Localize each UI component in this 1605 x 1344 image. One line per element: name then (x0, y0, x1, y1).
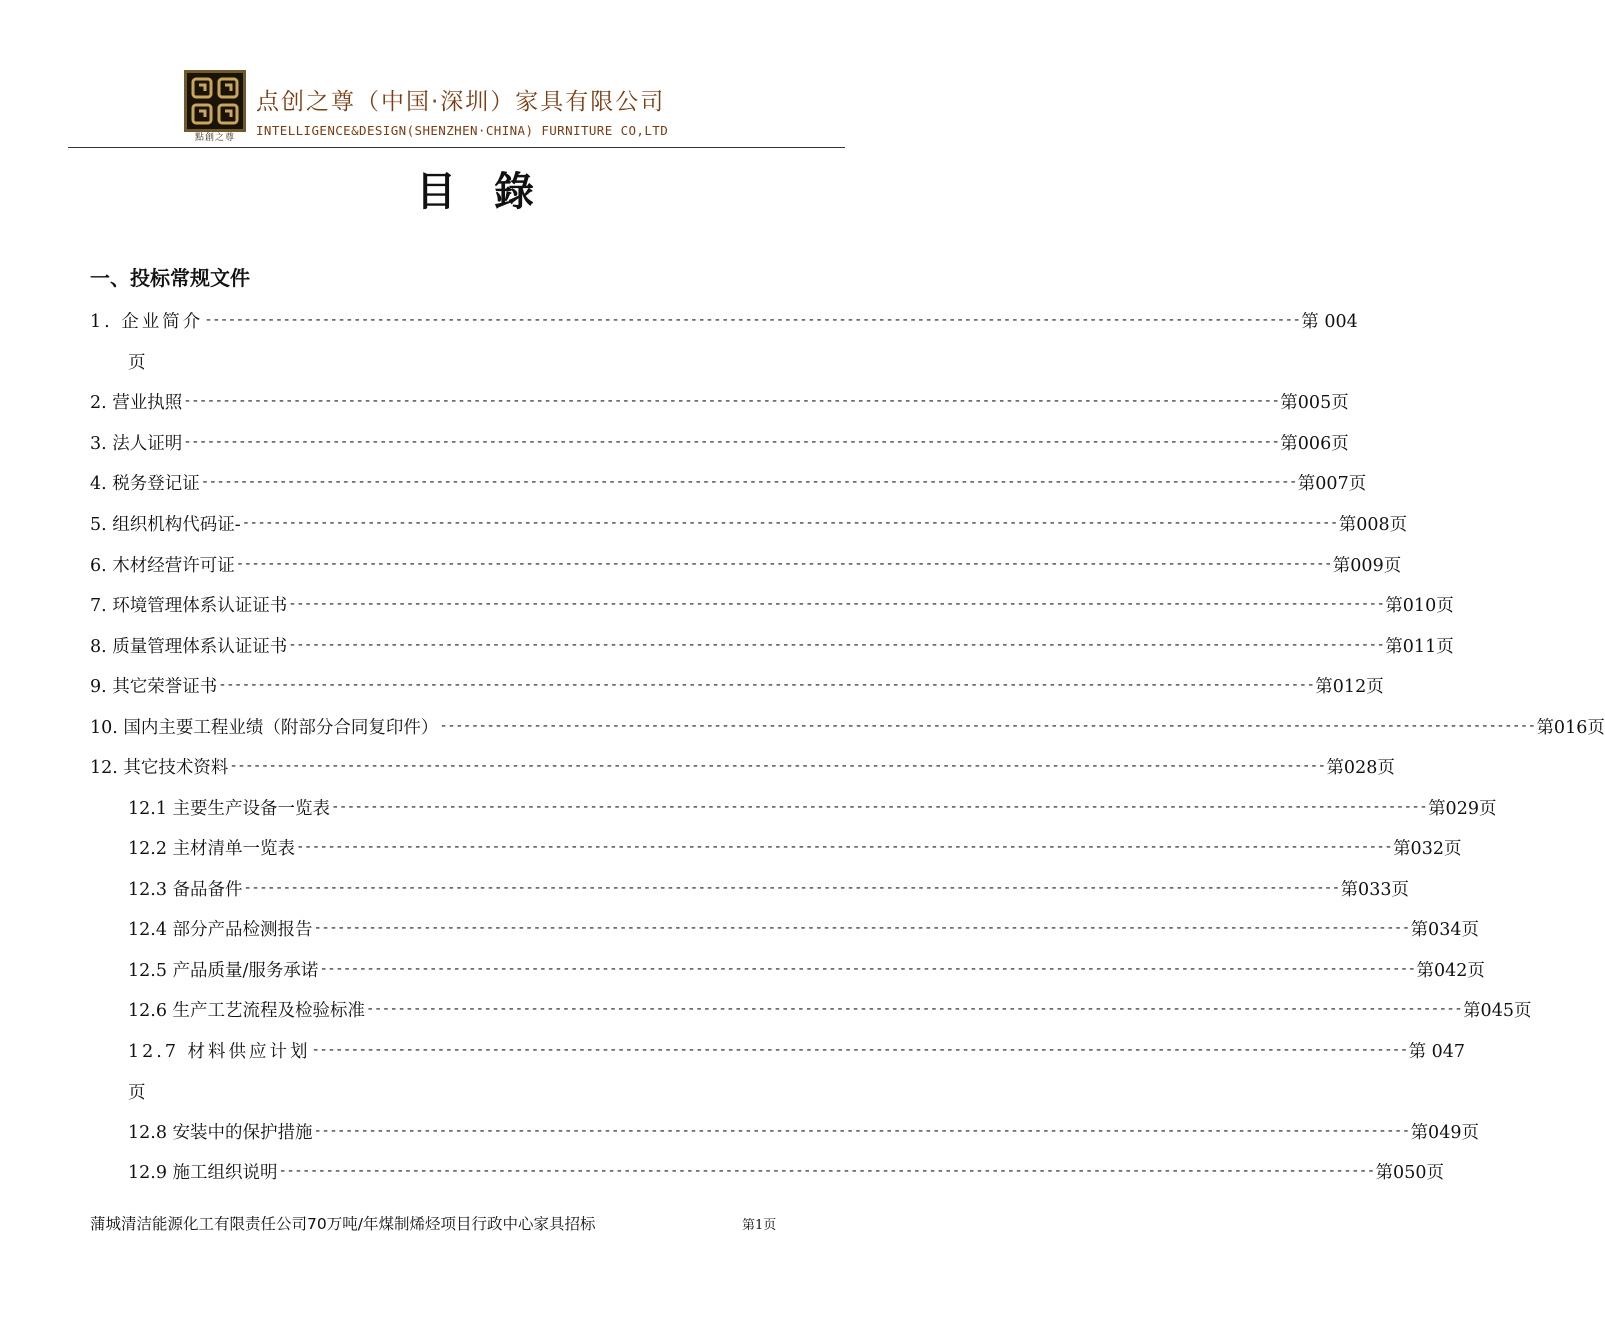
toc-entry[interactable] (128, 1117, 1479, 1145)
company-name-en: INTELLIGENCE&DESIGN(SHENZHEN·CHINA) FURNITURE CO,LTD (256, 123, 669, 138)
toc-entry-title: 12.6 生产工艺流程及检验标准 (128, 1000, 366, 1021)
toc-entry-title: 7. 环境管理体系认证证书 (90, 595, 288, 616)
toc-entry[interactable] (90, 550, 1402, 578)
toc-entry-page: 第032页 (1393, 838, 1462, 859)
toc-entry-title: 12.9 施工组织说明 (128, 1162, 278, 1183)
toc-entry[interactable] (128, 1157, 1444, 1185)
toc-leader-dashes: -------------------------------------------------------------------------------------------------------------------------------------------- (288, 637, 1385, 653)
toc-leader-dashes: -------------------------------------------------------------------------------------------------------------------------------------------- (200, 474, 1297, 490)
toc-entry-page: 第007页 (1297, 473, 1367, 494)
footer-page-number: 第1页 (742, 1218, 777, 1233)
toc-entry[interactable] (128, 1036, 1466, 1064)
toc-leader-dashes: -------------------------------------------------------------------------------------------------------------------------------------------- (241, 515, 1338, 531)
toc-entry[interactable] (128, 955, 1485, 983)
toc-entry[interactable] (90, 468, 1367, 496)
toc-entry-page: 第028页 (1326, 757, 1395, 778)
toc-entry-page: 第006页 (1280, 433, 1349, 454)
toc-entry-title: 8. 质量管理体系认证证书 (90, 636, 288, 657)
toc-leader-dashes: -------------------------------------------------------------------------------------------------------------------------------------------- (313, 1123, 1410, 1139)
toc-entry-title: 3. 法人证明 (90, 433, 183, 454)
toc-entry-title: 6. 木材经营许可证 (90, 555, 235, 576)
toc-entry-page: 第042页 (1416, 960, 1485, 981)
page-title: 目錄 (416, 169, 572, 215)
toc-entry-page: 第012页 (1315, 676, 1384, 697)
toc-entry[interactable] (90, 428, 1349, 456)
toc-entry-title: 12. 其它技术资料 (90, 757, 229, 778)
toc-entry-page: 第011页 (1385, 636, 1454, 657)
toc-entry[interactable] (128, 874, 1409, 902)
logo-caption: 點創之尊 (194, 133, 235, 143)
toc-entry[interactable] (90, 752, 1395, 780)
letterhead (68, 60, 845, 150)
section-heading: 一、投标常规文件 (90, 266, 250, 290)
toc-entry-page: 第009页 (1332, 555, 1402, 576)
toc-entry[interactable] (90, 631, 1454, 659)
toc-entry-title: 12.1 主要生产设备一览表 (128, 798, 331, 819)
toc-leader-dashes: -------------------------------------------------------------------------------------------------------------------------------------------- (229, 758, 1326, 774)
toc-entry-page: 第005页 (1280, 392, 1349, 413)
toc-entry-title: 12.2 主材清单一览表 (128, 838, 296, 859)
toc-entry-title: 2. 营业执照 (90, 392, 183, 413)
toc-entry[interactable] (90, 509, 1408, 537)
toc-entry[interactable] (90, 387, 1349, 415)
toc-entry-title: 12.3 备品备件 (128, 879, 243, 900)
toc-entry[interactable] (128, 793, 1497, 821)
footer-text: 蒲城清洁能源化工有限责任公司70万吨/年煤制烯烃项目行政中心家具招标 (90, 1215, 596, 1233)
company-logo (184, 70, 246, 132)
toc-entry-title: 12.4 部分产品检测报告 (128, 919, 313, 940)
toc-entry-title: 12.8 安装中的保护措施 (128, 1122, 313, 1143)
toc-entry-page: 第029页 (1428, 798, 1497, 819)
toc-leader-dashes: -------------------------------------------------------------------------------------------------------------------------------------------- (243, 880, 1340, 896)
toc-entry[interactable] (128, 995, 1532, 1023)
toc-entry-page: 第 004 (1301, 311, 1358, 332)
toc-leader-dashes: -------------------------------------------------------------------------------------------------------------------------------------------- (235, 556, 1332, 572)
toc-entry-title: 9. 其它荣誉证书 (90, 676, 218, 697)
toc-leader-dashes: -------------------------------------------------------------------------------------------------------------------------------------------- (183, 434, 1280, 450)
toc-leader-dashes: -------------------------------------------------------------------------------------------------------------------------------------------- (331, 799, 1428, 815)
toc-entry-title: 1. 企业简介 (90, 311, 204, 332)
toc-leader-dashes: -------------------------------------------------------------------------------------------------------------------------------------------- (311, 1042, 1408, 1058)
header-rule (68, 147, 845, 148)
toc-leader-dashes: -------------------------------------------------------------------------------------------------------------------------------------------- (204, 312, 1301, 328)
toc-entry-page-continued: 页 (128, 1083, 146, 1103)
toc-entry-title: 10. 国内主要工程业绩（附部分合同复印件） (90, 717, 439, 738)
toc-entry-page: 第045页 (1463, 1000, 1532, 1021)
toc-entry-page: 第010页 (1385, 595, 1454, 616)
toc-entry-title: 12.5 产品质量/服务承诺 (128, 960, 319, 981)
toc-leader-dashes: -------------------------------------------------------------------------------------------------------------------------------------------- (296, 839, 1393, 855)
toc-entry-page: 第050页 (1375, 1162, 1444, 1183)
toc-leader-dashes: -------------------------------------------------------------------------------------------------------------------------------------------- (439, 718, 1536, 734)
toc-entry-page: 第049页 (1410, 1122, 1479, 1143)
toc-entry-page: 第034页 (1410, 919, 1479, 940)
toc-entry-title: 12.7 材料供应计划 (128, 1041, 311, 1062)
toc-leader-dashes: -------------------------------------------------------------------------------------------------------------------------------------------- (278, 1163, 1375, 1179)
toc-entry[interactable] (128, 914, 1479, 942)
toc-leader-dashes: -------------------------------------------------------------------------------------------------------------------------------------------- (313, 920, 1410, 936)
toc-entry[interactable] (90, 590, 1454, 618)
toc-entry-page: 第008页 (1338, 514, 1408, 535)
toc-entry[interactable] (90, 712, 1605, 740)
toc-leader-dashes: -------------------------------------------------------------------------------------------------------------------------------------------- (319, 961, 1416, 977)
toc-leader-dashes: -------------------------------------------------------------------------------------------------------------------------------------------- (218, 677, 1315, 693)
toc-entry-title: 5. 组织机构代码证- (90, 514, 241, 535)
toc-entry-title: 4. 税务登记证 (90, 473, 200, 494)
toc-leader-dashes: -------------------------------------------------------------------------------------------------------------------------------------------- (288, 596, 1385, 612)
toc-entry-page: 第 047 (1408, 1041, 1466, 1062)
toc-entry[interactable] (90, 671, 1384, 699)
toc-entry-page: 第016页 (1536, 717, 1605, 738)
toc-entry-page-continued: 页 (128, 353, 146, 373)
toc-entry[interactable] (128, 833, 1462, 861)
toc-entry[interactable] (90, 306, 1358, 334)
company-name-cn: 点创之尊（中国·深圳）家具有限公司 (256, 89, 666, 115)
toc-leader-dashes: -------------------------------------------------------------------------------------------------------------------------------------------- (366, 1001, 1463, 1017)
toc-entry-page: 第033页 (1340, 879, 1409, 900)
toc-leader-dashes: -------------------------------------------------------------------------------------------------------------------------------------------- (183, 393, 1280, 409)
